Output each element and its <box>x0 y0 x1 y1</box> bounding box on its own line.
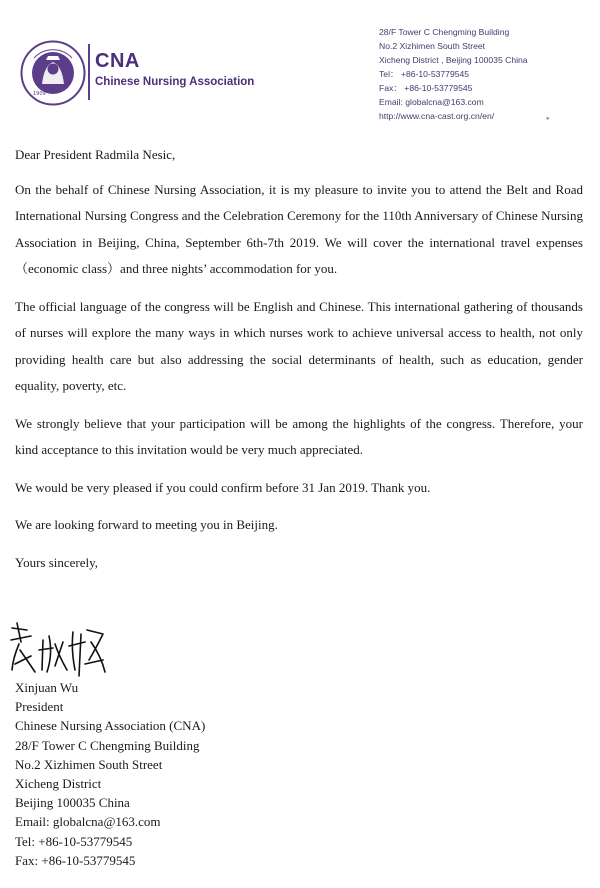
header-mark: * <box>546 116 550 124</box>
contact-tel: Tel： +86-10-53779545 <box>379 69 470 79</box>
contact-email[interactable]: Email: globalcna@163.com <box>379 97 484 107</box>
paragraph-closing: We are looking forward to meeting you in Beijing. <box>15 517 278 532</box>
contact-block <box>379 25 594 123</box>
paragraph-language: The official language of the congress will be English and Chinese. This international gathering of thousands of nurses will explore the many ways in which nurses work to achieve universal access to health, not only providing health care but also addressing the social determinants of health, such as education, gender equality, poverty, etc. <box>15 298 583 393</box>
salutation: Dear President Radmila Nesic, <box>15 147 176 162</box>
signer-email[interactable]: Email: globalcna@163.com <box>15 814 161 830</box>
paragraph-confirm: We would be very pleased if you could confirm before 31 Jan 2019. Thank you. <box>15 479 431 495</box>
signer-name: Xinjuan Wu <box>15 680 79 695</box>
svg-text:1909: 1909 <box>33 91 46 97</box>
contact-address-line: Xicheng District , Beijing 100035 China <box>379 55 528 65</box>
paragraph-participation: We strongly believe that your participation will be among the highlights of the congress. Therefore, your kind acceptance to this invitation would be very much appreciated. <box>15 415 583 457</box>
contact-fax: Fax： +86-10-53779545 <box>379 83 473 93</box>
handwritten-signature <box>9 620 109 682</box>
signer-address-line: No.2 Xizhimen South Street <box>15 756 163 772</box>
signer-title: President <box>15 699 64 715</box>
brand-name: Chinese Nursing Association <box>95 76 255 88</box>
brand-abbreviation: CNA <box>95 50 140 72</box>
signer-organization: Chinese Nursing Association (CNA) <box>15 718 206 734</box>
contact-website[interactable]: http://www.cna-cast.org.cn/en/ <box>379 111 495 121</box>
signer-address-line: 28/F Tower C Chengming Building <box>15 737 200 753</box>
paragraph-invitation: On the behalf of Chinese Nursing Association, it is my pleasure to invite you to attend the Belt and Road International Nursing Congress and the Celebration Ceremony for the 110th Anniversary of Chinese Nursing Association in Beijing, China, September 6th-7th 2019. We will cover the international travel expenses（economic class）and three nights’ accommodation for you. <box>15 181 583 276</box>
signer-address-line: Beijing 100035 China <box>15 795 130 811</box>
contact-address-line: 28/F Tower C Chengming Building <box>379 27 510 37</box>
signer-tel: Tel: +86-10-53779545 <box>15 833 133 849</box>
letter-body <box>15 142 583 576</box>
signer-fax: Fax: +86-10-53779545 <box>15 852 136 868</box>
cna-logo-icon <box>20 40 86 106</box>
signer-address-line: Xicheng District <box>15 776 102 792</box>
brand-divider <box>88 44 90 100</box>
contact-address-line: No.2 Xizhimen South Street <box>379 41 486 51</box>
closing: Yours sincerely, <box>15 554 99 570</box>
signature-block <box>15 678 205 870</box>
